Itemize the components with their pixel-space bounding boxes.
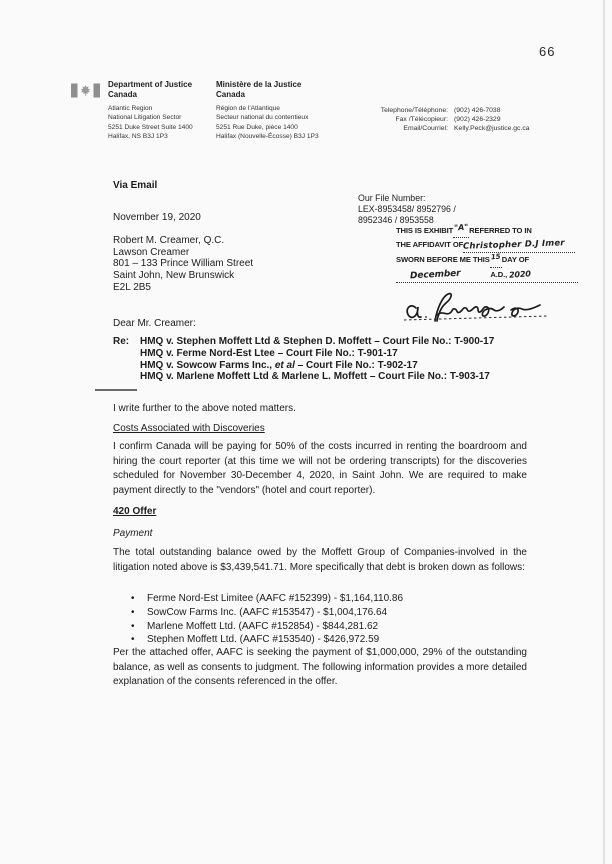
stamp-line1 [396,224,601,238]
closing-paragraph: Per the attached offer, AAFC is seeking the payment of $1,000,000, 29% of the outstanding balance, as well as consents to judgment. The following information provides a more detailed explanation of the consents referenced in the offer. [113,647,527,687]
phone-number: (902) 426-7038 [454,107,501,114]
stamp-line3-post: DAY OF [501,255,530,264]
sworn-year-handwritten: 2020 [508,269,532,280]
re-case-3 [140,360,573,372]
file-number-block [358,193,456,226]
address-en-line: Atlantic Region [108,105,153,112]
re-lines [140,336,573,383]
page-number: 66 [539,44,556,59]
phone-label: Telephone/Téléphone: [380,107,448,114]
department-name-en [108,80,192,99]
debt-item-stephen-moffett: • Stephen Moffett Ltd. (AAFC #153540) - $426,972.59 [131,633,403,647]
file-number-line2: 8952346 / 8953558 [358,215,434,225]
stamp-line2-pre: THE AFFIDAVIT OF [396,240,464,249]
recipient-postal-code: E2L 2B5 [113,281,151,293]
dept-fr-line1: Ministère de la Justice [216,80,302,89]
file-number-line1: LEX-8953458/ 8952796 / [358,204,456,214]
re-case-4: HMQ v. Marlene Moffett Ltd & Marlene L. Moffett – Court File No.: T-903-17 [140,371,490,383]
stamp-line1-post: REFERRED TO IN [469,226,532,235]
commissioner-signature [402,288,550,330]
discoveries-paragraph: I confirm Canada will be paying for 50% of the costs incurred in renting the boardroom and hiring the court reporter (at this time we will not be ordering transcripts) for the discoveries scheduled for November 30-December 4, 2020, in Saint John. We are required to make payment directly to the "vendors" (hotel and court reporter). [113,441,527,496]
email-row [360,124,530,133]
affiant-name-handwritten: Christopher D.J Imer [463,238,566,252]
debt-breakdown-list [131,592,403,647]
stamp-line1-pre: THIS IS EXHIBIT [396,226,454,235]
intro-sentence: I write further to the above noted matters. [113,403,296,414]
stamp-line3 [396,253,601,268]
payment-subheading: Payment [113,528,153,539]
recipient-firm: Lawson Creamer [113,246,190,258]
address-fr-line: Secteur national du contentieux [216,114,309,122]
sworn-day-handwritten: 15 [490,252,501,262]
department-name-fr [216,80,301,99]
fax-label: Fax /Télécopieur: [395,116,448,124]
delivery-method: Via Email [113,180,158,191]
letter-date: November 19, 2020 [113,212,201,223]
email-address: Kelly.Peck@justice.gc.ca [454,125,530,133]
stamp-line4 [396,268,578,283]
re-block [113,336,573,383]
stamp-ad-label: A.D., [490,270,508,279]
address-en-line: National Litigation Sector [108,114,182,122]
discoveries-heading: Costs Associated with Discoveries [113,423,265,434]
office-address-fr [216,104,319,142]
exhibit-stamp [396,224,601,283]
exhibit-letter-handwritten: "A" [453,222,469,233]
recipient-address [113,235,253,294]
recipient-street: 801 – 133 Prince William Street [113,258,254,270]
scan-line-artifact [95,389,137,391]
salutation: Dear Mr. Creamer: [113,318,196,329]
canada-flag-icon [71,83,100,98]
sworn-month-handwritten: December [409,268,461,282]
re-case-3-italic: et al [274,359,295,371]
recipient-name: Robert M. Creamer, Q.C. [113,235,225,246]
phone-row [360,106,530,115]
address-fr-line: 5251 Rue Duke, pièce 1400 [216,123,298,131]
scan-edge-artifact [603,0,605,864]
re-case-2: HMQ v. Ferme Nord-Est Ltee – Court File No.: T-901-17 [140,347,398,359]
re-case-1: HMQ v. Stephen Moffett Ltd & Stephen D. Moffett – Court File No.: T-900-17 [140,336,495,347]
recipient-city: Saint John, New Brunswick [113,270,235,282]
dept-en-line2: Canada [108,89,137,99]
re-case-3-pre: HMQ v. Sowcow Farms Inc., [140,359,275,371]
payment-paragraph: The total outstanding balance owed by the Moffett Group of Companies-involved in the litigation noted above is $3,439,541.71. More specifically that debt is broken down as follows: [113,547,527,573]
address-en-line: 5251 Duke Street Suite 1400 [108,123,193,131]
debt-item-sowcow-farms: • SowCow Farms Inc. (AAFC #153547) - $1,004,176.64 [131,606,403,620]
address-en-line: Halifax, NS B3J 1P3 [108,133,168,141]
contact-block [360,106,530,134]
re-case-3-post: – Court File No.: T-902-17 [294,359,418,371]
dept-en-line1: Department of Justice [108,80,193,89]
dept-fr-line2: Canada [216,89,245,99]
email-label: Email/Courriel: [403,125,448,133]
office-address-en [108,104,193,142]
address-fr-line: Halifax (Nouvelle-Écosse) B3J 1P3 [216,133,319,141]
fax-row [360,115,530,124]
stamp-line3-pre: SWORN BEFORE ME THIS [396,255,490,264]
address-fr-line: Région de l'Atlantique [216,105,280,112]
debt-item-ferme-nord-est: • Ferme Nord-Est Limitee (AAFC #152399) - $1,164,110.86 [131,592,403,606]
debt-item-marlene-moffett: • Marlene Moffett Ltd. (AAFC #152854) - $844,281.62 [131,620,403,634]
offer-heading: 420 Offer [113,506,157,517]
re-label: Re: [113,336,130,347]
re-row [113,336,573,383]
fax-number: (902) 426-2329 [454,116,501,124]
file-number-label: Our File Number: [358,193,426,203]
